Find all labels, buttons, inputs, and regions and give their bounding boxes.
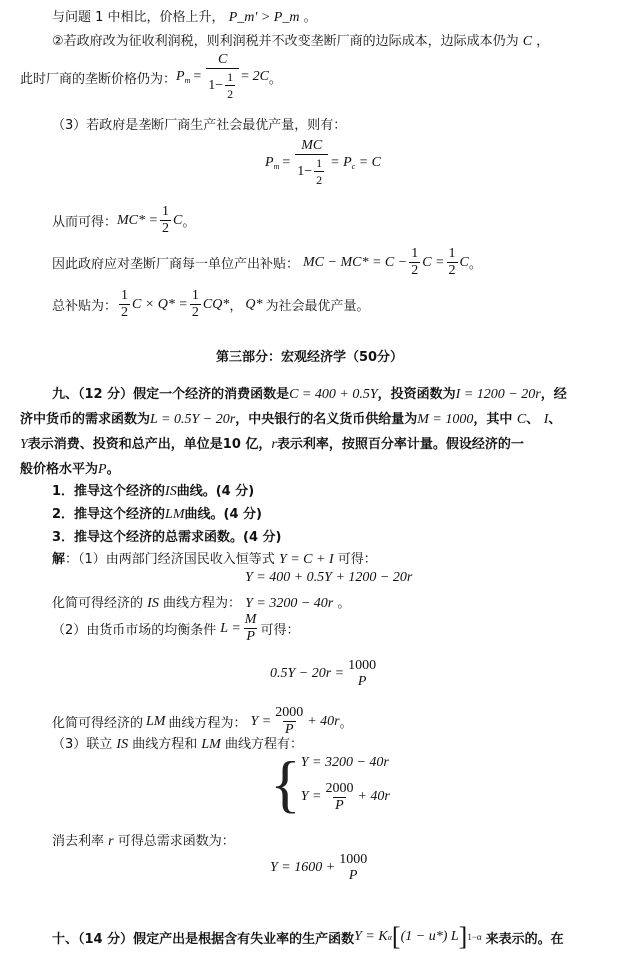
text: 、 <box>526 412 540 427</box>
is-curve-line: 化简可得经济的 IS 曲线方程为： Y = 3200 − 40r 。 <box>52 596 351 611</box>
equation-system <box>270 748 390 819</box>
q9-item-2: 2．推导这个经济的LM曲线。(4 分) <box>52 507 262 522</box>
fraction: 1000 P <box>348 658 377 689</box>
punct: 。 <box>182 215 196 230</box>
text: 。 <box>106 462 120 477</box>
punct: ， <box>229 299 243 314</box>
math-c: C <box>522 34 533 49</box>
eliminate-line: 消去利率 r 可得总需求函数为： <box>52 834 235 849</box>
text: 般价格水平为 <box>20 462 99 477</box>
math: Y = C + I <box>278 552 334 567</box>
lm-curve-line: 化简可得经济的 LM 曲线方程为： Y = $\frac{2000}{P}$ + 40r 。 <box>52 705 353 737</box>
line2-text: ②若政府改为征收利润税，则利润税并不改变垄断厂商的边际成本，边际成本仍为 <box>52 34 519 49</box>
punct: ， <box>536 34 550 49</box>
math-pc: = $P_c = C$ <box>330 155 382 171</box>
fraction-half: $\frac{1}{2}$ <box>121 288 129 320</box>
math-b: CQ* <box>202 296 230 312</box>
math-pm: $P_m$ <box>265 155 280 171</box>
denominator: 1− $\frac{1}{2}$ <box>295 154 328 188</box>
text-line <box>52 30 549 50</box>
text: 、 <box>548 412 562 427</box>
q9-line1 <box>52 383 567 403</box>
math-b: C = <box>422 254 445 270</box>
denominator: 1− $\frac{1}{2}$ <box>206 68 239 102</box>
math: L = 0.5Y − 20r <box>150 412 236 427</box>
fraction-half: $\frac{1}{2}$ <box>448 246 456 278</box>
math-c: C <box>459 254 469 270</box>
solution-step1 <box>52 548 377 568</box>
numerator: MC <box>301 138 323 153</box>
math: P <box>98 462 107 477</box>
math: Y <box>20 437 28 452</box>
numerator: C <box>218 52 228 67</box>
q10-line: 十、（14 分）假定产出是根据含有失业率的生产函数 Y = K α [ (1 − u*) L ] 1−α 来表示的。在 <box>52 922 564 951</box>
text-line <box>52 6 317 26</box>
fraction: $\frac{2000}{P}$ <box>275 705 304 737</box>
math-q: Q* <box>245 296 263 312</box>
q9-item-3: 3．推导这个经济的总需求函数。(4 分) <box>52 530 282 545</box>
punct: 。 <box>468 257 482 272</box>
q9-item-1: 1．推导这个经济的IS曲线。(4 分) <box>52 484 255 499</box>
part3-intro: （3）若政府是垄断厂商生产社会最优产量，则有： <box>52 118 347 133</box>
text: 可得： <box>337 552 377 567</box>
text: 表示消费、投资和总产出，单位是10 亿， <box>27 437 272 452</box>
math: I = 1200 − 20r <box>455 387 541 402</box>
math-a: MC − MC* = C − <box>303 254 408 270</box>
text: ，中央银行的名义货币供给量为 <box>235 412 418 427</box>
math: C = 400 + 0.5Y <box>289 387 378 402</box>
left-brace-icon: { <box>270 748 301 819</box>
total-subsidy-line <box>52 288 369 321</box>
equation-1: Y = 400 + 0.5Y + 1200 − 20r <box>245 570 413 585</box>
text: 表示利率，按照百分率计量。假设经济的一 <box>276 437 524 452</box>
text: 为社会最优产量。 <box>265 299 370 314</box>
system-eq-1: Y = 3200 − 40r <box>300 754 389 770</box>
text: ，经 <box>540 387 567 402</box>
fraction <box>295 138 328 188</box>
equals: = <box>282 155 291 170</box>
q9-line3 <box>20 433 524 453</box>
rhs: = 2C <box>241 69 269 84</box>
math-c: C <box>172 212 183 228</box>
monopoly-price-line <box>20 52 282 102</box>
fraction-half: $\frac{1}{2}$ <box>161 204 169 236</box>
text: ：（1）由两部门经济国民收入恒等式 <box>65 552 275 567</box>
math: C <box>516 412 527 427</box>
punct: 。 <box>268 71 282 87</box>
math: I <box>543 412 549 427</box>
text: 总补贴为： <box>52 299 118 314</box>
text: 济中货币的需求函数为 <box>20 412 151 427</box>
pm-equation <box>265 138 381 188</box>
fraction-half: $\frac{1}{2}$ <box>191 288 199 320</box>
q9-line2 <box>20 408 561 428</box>
text: ，投资函数为 <box>377 387 456 402</box>
aggregate-demand-equation: Y = 1600 + 1000 P <box>270 852 368 883</box>
text: 九、（12 分）假定一个经济的消费函数是 <box>52 387 290 402</box>
math-a: C × Q* = <box>132 296 188 312</box>
solution-step2: （2）由货币市场的均衡条件 L = $\frac{M}{P}$ 可得： <box>52 612 300 644</box>
punct: 。 <box>303 10 317 25</box>
q9-line4 <box>20 458 120 478</box>
text: 从而可得： <box>52 215 118 230</box>
math-inequality: P_m' > P_m <box>228 10 300 25</box>
mc-star-line <box>52 204 195 237</box>
section-title: 第三部分：宏观经济学（50分） <box>215 350 404 365</box>
math-lhs: MC* = <box>117 212 158 228</box>
math: r <box>271 437 277 452</box>
system-eq-2: Y = $\frac{2000}{P}$ + 40r <box>300 780 390 813</box>
solution-step3: （3）联立 IS 曲线方程和 LM 曲线方程有： <box>52 737 303 752</box>
solution-label: 解 <box>52 552 66 567</box>
equals: = <box>193 69 202 84</box>
fraction-half: $\frac{1}{2}$ <box>411 246 419 278</box>
subsidy-line <box>52 246 482 279</box>
line1-text: 与问题 1 中相比，价格上升， <box>52 10 225 25</box>
text: 因此政府应对垄断厂商每一单位产出补贴： <box>52 257 300 272</box>
equation-2: 0.5Y − 20r = 1000 P <box>270 658 377 689</box>
math-pm: $P_m$ <box>176 69 191 85</box>
math: M = 1000 <box>417 412 474 427</box>
fraction: $\frac{M}{P}$ <box>244 612 257 644</box>
line3-text: 此时厂商的垄断价格仍为： <box>20 71 177 87</box>
fraction <box>206 52 239 102</box>
text: ，其中 <box>473 412 513 427</box>
